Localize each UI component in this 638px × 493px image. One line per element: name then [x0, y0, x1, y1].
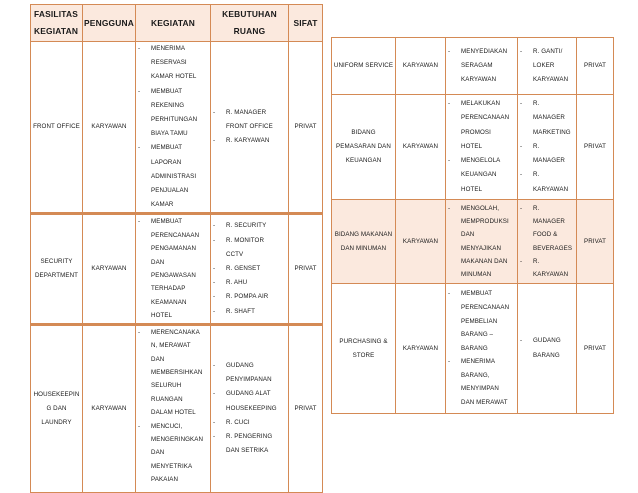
line: - R. SHAFT: [226, 307, 255, 315]
list-item: [518, 140, 576, 168]
line: RUANGAN: [151, 395, 183, 403]
line: - MENERIMA: [461, 358, 496, 366]
list-item: [211, 106, 288, 134]
list-item: [518, 202, 576, 255]
list-item: [211, 359, 288, 387]
line: SERAGAM: [461, 61, 493, 69]
fasilitas-text: FRONT OFFICE: [33, 123, 80, 131]
line: - MEMBUAT: [151, 144, 183, 152]
line: - R. MONITOR: [226, 236, 265, 244]
ruang-cell: [211, 214, 289, 324]
table-row: [332, 284, 614, 414]
list-item: [518, 97, 576, 140]
line: - R. AHU: [226, 279, 248, 287]
line: FRONT OFFICE: [226, 123, 273, 131]
fasilitas-cell: [31, 324, 83, 492]
line: BARANG: [461, 344, 488, 352]
list-item: [518, 255, 576, 282]
line: PAKAIAN: [151, 476, 179, 484]
line: KAMAR HOTEL: [151, 73, 197, 81]
fasilitas-text: PEMASARAN DAN: [336, 143, 391, 150]
fasilitas-text: DAN MINUMAN: [340, 244, 387, 252]
line: PENJUALAN: [151, 187, 189, 195]
line: BARANG,: [461, 371, 490, 379]
line: CCTV: [226, 250, 244, 258]
line: MANAGER: [533, 217, 565, 225]
line: MAKANAN DAN: [461, 257, 508, 265]
line: - R. POMPA AIR: [226, 293, 269, 301]
table-row: [31, 42, 323, 214]
line: - R. GANTI/: [533, 47, 563, 55]
line: PERHITUNGAN: [151, 116, 198, 124]
kegiatan-cell: [446, 38, 518, 95]
sifat-cell: PRIVAT: [289, 324, 323, 492]
list-item: [136, 42, 210, 85]
line: - MELAKUKAN: [461, 100, 501, 108]
right-activity-table: [331, 37, 614, 414]
line: ADMINISTRASI: [151, 172, 197, 180]
ruang-cell: [211, 42, 289, 214]
table-row: [332, 200, 614, 284]
line: LAPORAN: [151, 158, 182, 166]
fasilitas-text: BIDANG: [351, 129, 376, 136]
line: - R. MANAGER: [226, 108, 267, 116]
list-item: [518, 168, 576, 196]
sifat-cell: PRIVAT: [577, 95, 614, 200]
line: PERENCANAAN: [461, 303, 510, 311]
line: FOOD &: [533, 231, 558, 239]
fasilitas-cell: [332, 200, 396, 284]
line: HOTEL: [151, 312, 173, 320]
kegiatan-cell: [136, 324, 211, 492]
list-item: [136, 215, 210, 322]
line: - MENERIMA: [151, 45, 186, 52]
header-fasilitas: [31, 5, 83, 42]
list-item: [211, 290, 288, 304]
line: KARYAWAN: [533, 76, 569, 84]
line: KARYAWAN: [461, 76, 497, 84]
line: - R.: [533, 171, 540, 179]
header-fasilitas-line2: KEGIATAN: [34, 26, 79, 36]
line: - MERENCANAKA: [151, 328, 200, 336]
line: BIAYA TAMU: [151, 130, 188, 138]
fasilitas-cell: [332, 284, 396, 414]
header-ruang-line1: KEBUTUHAN: [222, 9, 277, 19]
fasilitas-text: PURCHASING &: [339, 337, 388, 345]
fasilitas-text: BIDANG MAKANAN: [334, 230, 393, 238]
line: LOKER: [533, 61, 555, 69]
list-item: [211, 262, 288, 276]
fasilitas-text: DEPARTMENT: [34, 272, 79, 280]
line: HOTEL: [461, 142, 483, 150]
line: MARKETING: [533, 128, 571, 136]
list-item: [136, 326, 210, 420]
fasilitas-text: HOUSEKEEPIN: [33, 390, 80, 398]
line: MEMBERSIHKAN: [151, 368, 203, 376]
line: TERHADAP: [151, 285, 186, 293]
line: MENYETRIKA: [151, 462, 193, 470]
line: MANAGER: [533, 157, 565, 165]
list-item: [446, 287, 517, 355]
line: - MENCUCI,: [151, 422, 183, 430]
list-item: [446, 154, 517, 197]
list-item: [211, 305, 288, 319]
table-header-row: [31, 5, 323, 42]
ruang-cell: [518, 38, 577, 95]
fasilitas-cell: [332, 95, 396, 200]
list-item: [518, 45, 576, 88]
fasilitas-cell: [31, 214, 83, 324]
line: - R.: [533, 257, 540, 265]
list-item: [211, 430, 288, 458]
ruang-cell: [518, 284, 577, 414]
line: - R. SECURITY: [226, 222, 267, 230]
ruang-cell: [518, 200, 577, 284]
line: - GUDANG ALAT: [226, 390, 271, 398]
line: PEMBELIAN: [461, 317, 498, 325]
pengguna-cell: KARYAWAN: [83, 42, 136, 214]
line: MENYIMPAN: [461, 385, 499, 393]
fasilitas-text: LAUNDRY: [41, 418, 72, 426]
line: - GUDANG: [226, 361, 254, 369]
list-item: [211, 219, 288, 233]
list-item: [518, 334, 576, 362]
table-row: [31, 214, 323, 324]
table-row: [332, 38, 614, 95]
line: KEAMANAN: [151, 298, 187, 306]
left-activity-table: [30, 4, 323, 493]
line: DALAM HOTEL: [151, 409, 196, 417]
header-sifat: SIFAT: [289, 5, 323, 42]
ruang-cell: [518, 95, 577, 200]
ruang-cell: [211, 324, 289, 492]
pengguna-cell: KARYAWAN: [83, 324, 136, 492]
sifat-cell: PRIVAT: [577, 200, 614, 284]
line: - MENYEDIAKAN: [461, 47, 508, 55]
line: - GUDANG: [533, 337, 561, 345]
line: PROMOSI: [461, 128, 491, 136]
list-item: [211, 134, 288, 148]
list-item: [211, 387, 288, 415]
line: MENGERINGKAN: [151, 435, 204, 443]
line: KARYAWAN: [533, 271, 569, 279]
line: MEMPRODUKSI: [461, 217, 509, 225]
line: MANAGER: [533, 114, 565, 122]
line: DAN: [461, 231, 475, 239]
kegiatan-cell: [136, 42, 211, 214]
fasilitas-text: G DAN: [46, 404, 67, 412]
line: RESERVASI: [151, 59, 187, 67]
line: KARYAWAN: [533, 185, 569, 193]
line: HOTEL: [461, 185, 483, 193]
kegiatan-cell: [446, 95, 518, 200]
line: - R.: [533, 100, 540, 108]
line: - R. CUCI: [226, 418, 250, 426]
line: DAN MERAWAT: [461, 399, 508, 407]
pengguna-cell: KARYAWAN: [396, 38, 446, 95]
line: - MEMBUAT: [151, 218, 183, 226]
pengguna-cell: KARYAWAN: [396, 95, 446, 200]
line: KAMAR: [151, 201, 174, 209]
header-kebutuhan-ruang: [211, 5, 289, 42]
line: PERENCANAAN: [461, 114, 510, 122]
line: PENGAMANAN: [151, 245, 197, 253]
list-item: [136, 141, 210, 212]
line: MENYAJIKAN: [461, 244, 502, 252]
fasilitas-text: KEUANGAN: [345, 157, 382, 164]
fasilitas-text: STORE: [352, 351, 375, 359]
header-pengguna: PENGGUNA: [83, 5, 136, 42]
line: DAN: [151, 449, 165, 457]
line: BEVERAGES: [533, 244, 573, 252]
pengguna-cell: KARYAWAN: [396, 284, 446, 414]
line: - R. KARYAWAN: [226, 137, 270, 145]
line: BARANG: [533, 351, 560, 359]
pengguna-cell: KARYAWAN: [396, 200, 446, 284]
line: - R.: [533, 204, 540, 212]
list-item: [136, 85, 210, 142]
kegiatan-cell: [446, 200, 518, 284]
sifat-cell: PRIVAT: [577, 38, 614, 95]
line: MINUMAN: [461, 271, 492, 279]
list-item: [136, 420, 210, 487]
header-ruang-line2: RUANG: [233, 26, 266, 36]
list-item: [446, 202, 517, 282]
kegiatan-cell: [446, 284, 518, 414]
line: - R. PENGERING: [226, 432, 273, 440]
line: N, MERAWAT: [151, 342, 191, 350]
line: DAN: [151, 355, 165, 363]
fasilitas-cell: UNIFORM SERVICE: [332, 38, 396, 95]
line: BARANG –: [461, 331, 494, 339]
line: - MENGOLAH,: [461, 204, 500, 212]
table-row: [332, 95, 614, 200]
sifat-cell: PRIVAT: [577, 284, 614, 414]
header-fasilitas-line1: FASILITAS: [34, 9, 78, 19]
line: PENGAWASAN: [151, 272, 196, 280]
line: - MEMBUAT: [151, 87, 183, 95]
list-item: [211, 416, 288, 430]
list-item: [211, 234, 288, 262]
list-item: [211, 276, 288, 290]
line: DAN SETRIKA: [226, 447, 269, 455]
line: SELURUH: [151, 382, 182, 390]
line: - R.: [533, 142, 540, 150]
line: KEUANGAN: [461, 171, 497, 179]
list-item: [446, 97, 517, 154]
line: REKENING: [151, 101, 185, 109]
line: PENYIMPANAN: [226, 376, 272, 384]
fasilitas-text: SECURITY: [40, 258, 73, 266]
list-item: [446, 355, 517, 409]
line: - MEMBUAT: [461, 290, 493, 298]
sifat-cell: PRIVAT: [289, 214, 323, 324]
sifat-cell: PRIVAT: [289, 42, 323, 214]
line: HOUSEKEEPING: [226, 404, 277, 412]
header-kegiatan: KEGIATAN: [136, 5, 211, 42]
line: DAN: [151, 258, 165, 266]
table-row: [31, 324, 323, 492]
list-item: [446, 45, 517, 88]
line: - R. GENSET: [226, 264, 261, 272]
kegiatan-cell: [136, 214, 211, 324]
pengguna-cell: KARYAWAN: [83, 214, 136, 324]
line: PERENCANAAN: [151, 231, 200, 239]
fasilitas-cell: [31, 42, 83, 214]
line: - MENGELOLA: [461, 157, 501, 165]
